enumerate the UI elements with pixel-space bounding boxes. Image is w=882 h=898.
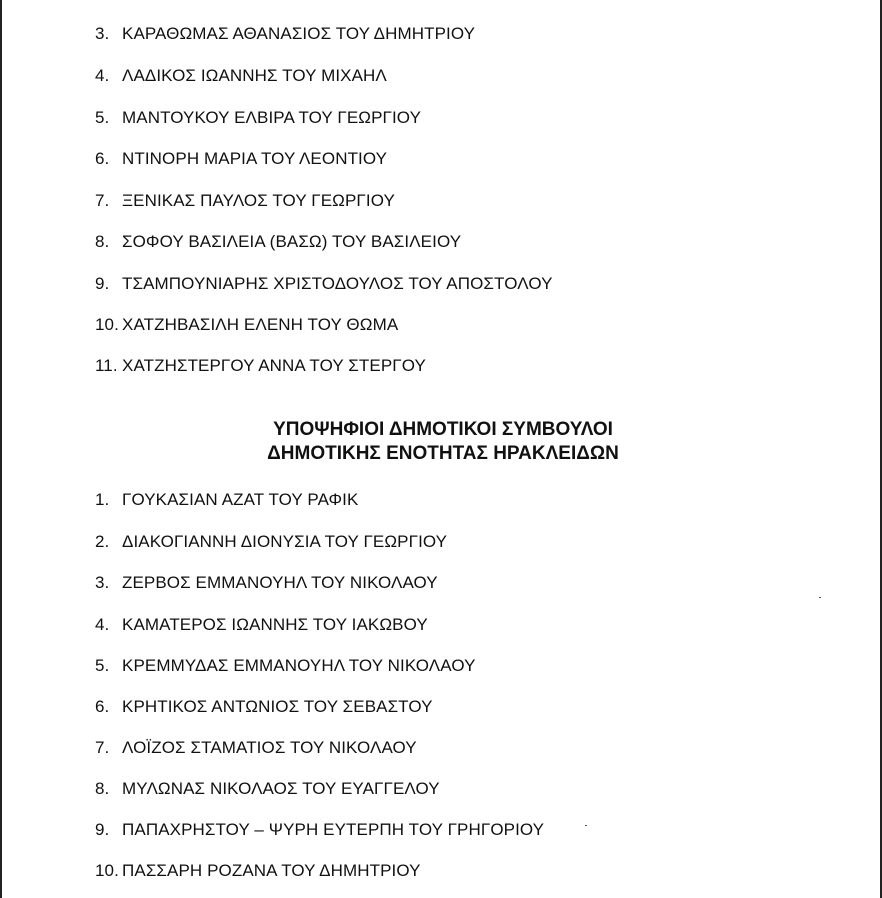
candidate-name: ΖΕΡΒΟΣ ΕΜΜΑΝΟΥΗΛ ΤΟΥ ΝΙΚΟΛΑΟΥ — [122, 573, 438, 592]
list-item — [95, 24, 475, 44]
list-item — [95, 315, 398, 335]
item-number: 10. — [95, 861, 119, 880]
item-number: 10. — [95, 315, 119, 334]
list-item — [95, 738, 417, 758]
candidate-name: ΞΕΝΙΚΑΣ ΠΑΥΛΟΣ ΤΟΥ ΓΕΩΡΓΙΟΥ — [122, 191, 395, 210]
item-number: 4. — [95, 615, 110, 634]
item-number: 6. — [95, 697, 110, 716]
section-heading-line-2: ΔΗΜΟΤΙΚΗΣ ΕΝΟΤΗΤΑΣ ΗΡΑΚΛΕΙΔΩΝ — [267, 443, 619, 464]
item-number: 3. — [95, 24, 110, 43]
list-item — [95, 108, 421, 128]
list-item — [95, 779, 440, 799]
candidate-name: ΚΑΡΑΘΩΜΑΣ ΑΘΑΝΑΣΙΟΣ ΤΟΥ ΔΗΜΗΤΡΙΟΥ — [122, 24, 476, 43]
list-item — [95, 697, 433, 717]
list-item — [95, 274, 553, 294]
list-item — [95, 149, 387, 169]
item-number: 11. — [95, 356, 118, 375]
list-item — [95, 356, 426, 376]
candidate-name: ΠΑΣΣΑΡΗ ΡΟΖΑΝΑ ΤΟΥ ΔΗΜΗΤΡΙΟΥ — [122, 861, 421, 880]
list-item — [95, 232, 461, 252]
candidate-name: ΤΣΑΜΠΟΥΝΙΑΡΗΣ ΧΡΙΣΤΟΔΟΥΛΟΣ ΤΟΥ ΑΠΟΣΤΟΛΟΥ — [122, 274, 553, 293]
list-item — [95, 191, 395, 211]
candidate-name: ΓΟΥΚΑΣΙΑΝ ΑΖΑΤ ΤΟΥ ΡΑΦΙΚ — [122, 490, 359, 509]
candidate-name: ΚΡΗΤΙΚΟΣ ΑΝΤΩΝΙΟΣ ΤΟΥ ΣΕΒΑΣΤΟΥ — [122, 697, 433, 716]
candidate-name: ΚΡΕΜΜΥΔΑΣ ΕΜΜΑΝΟΥΗΛ ΤΟΥ ΝΙΚΟΛΑΟΥ — [122, 656, 476, 675]
item-number: 1. — [95, 490, 110, 509]
list-item — [95, 820, 544, 840]
list-item — [95, 615, 428, 635]
item-number: 8. — [95, 779, 110, 798]
list-item — [95, 532, 447, 552]
candidate-name: ΧΑΤΖΗΣΤΕΡΓΟΥ ΑΝΝΑ ΤΟΥ ΣΤΕΡΓΟΥ — [122, 356, 426, 375]
candidate-name: ΧΑΤΖΗΒΑΣΙΛΗ ΕΛΕΝΗ ΤΟΥ ΘΩΜΑ — [122, 315, 399, 334]
item-number: 5. — [95, 656, 110, 675]
candidate-name: ΜΥΛΩΝΑΣ ΝΙΚΟΛΑΟΣ ΤΟΥ ΕΥΑΓΓΕΛΟΥ — [122, 779, 440, 798]
item-number: 2. — [95, 532, 110, 551]
item-number: 9. — [95, 274, 110, 293]
candidate-name: ΔΙΑΚΟΓΙΑΝΝΗ ΔΙΟΝΥΣΙΑ ΤΟΥ ΓΕΩΡΓΙΟΥ — [122, 532, 448, 551]
item-number: 7. — [95, 738, 110, 757]
list-item — [95, 490, 358, 510]
candidate-name: ΜΑΝΤΟΥΚΟΥ ΕΛΒΙΡΑ ΤΟΥ ΓΕΩΡΓΙΟΥ — [122, 108, 422, 127]
item-number: 4. — [95, 66, 110, 85]
item-number: 9. — [95, 820, 110, 839]
item-number: 3. — [95, 573, 110, 592]
list-item — [95, 573, 438, 593]
item-number: 5. — [95, 108, 110, 127]
scan-speck — [585, 825, 587, 826]
item-number: 8. — [95, 232, 110, 251]
list-item — [95, 861, 421, 881]
candidate-name: ΛΟΪΖΟΣ ΣΤΑΜΑΤΙΟΣ ΤΟΥ ΝΙΚΟΛΑΟΥ — [122, 738, 417, 757]
item-number: 7. — [95, 191, 110, 210]
section-heading-line-1: ΥΠΟΨΗΦΙΟΙ ΔΗΜΟΤΙΚΟΙ ΣΥΜΒΟΥΛΟΙ — [273, 419, 613, 440]
candidate-name: ΝΤΙΝΟΡΗ ΜΑΡΙΑ ΤΟΥ ΛΕΟΝΤΙΟΥ — [122, 149, 388, 168]
item-number: 6. — [95, 149, 110, 168]
list-item — [95, 66, 387, 86]
candidate-name: ΠΑΠΑΧΡΗΣΤΟΥ – ΨΥΡΗ ΕΥΤΕΡΠΗ ΤΟΥ ΓΡΗΓΟΡΙΟΥ — [122, 820, 545, 839]
candidate-name: ΣΟΦΟΥ ΒΑΣΙΛΕΙΑ (ΒΑΣΩ) ΤΟΥ ΒΑΣΙΛΕΙΟΥ — [122, 232, 462, 251]
candidate-name: ΚΑΜΑΤΕΡΟΣ ΙΩΑΝΝΗΣ ΤΟΥ ΙΑΚΩΒΟΥ — [122, 615, 428, 634]
scan-speck — [819, 597, 821, 598]
candidate-name: ΛΑΔΙΚΟΣ ΙΩΑΝΝΗΣ ΤΟΥ ΜΙΧΑΗΛ — [122, 66, 387, 85]
list-item — [95, 656, 476, 676]
